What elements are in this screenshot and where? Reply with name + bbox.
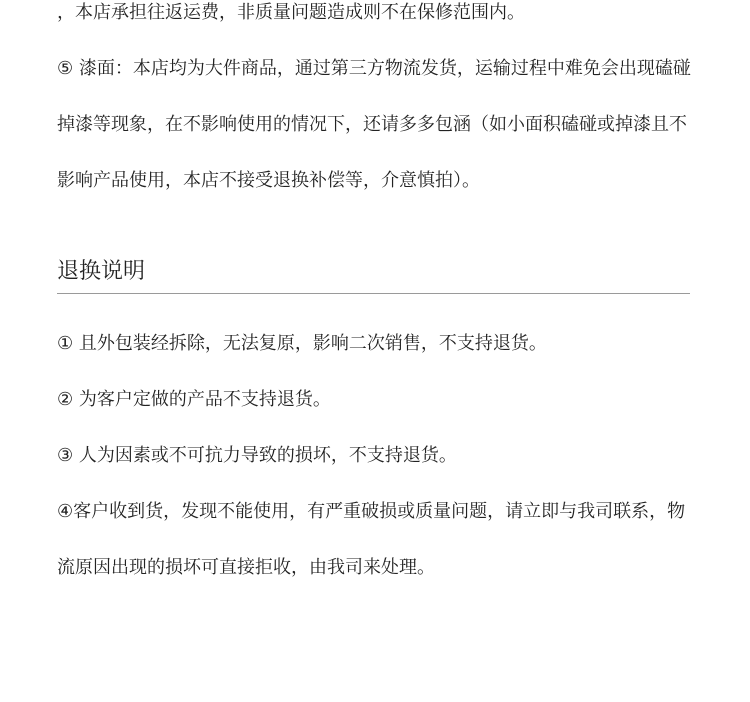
section-title: 退换说明 bbox=[57, 259, 146, 284]
list-item: ④客户收到货，发现不能使用，有严重破损或质量问题，请立即与我司联系，物 bbox=[57, 501, 686, 522]
list-item: ③ 人为因素或不可抗力导致的损坏，不支持退货。 bbox=[57, 445, 457, 466]
paragraph-line: 掉漆等现象，在不影响使用的情况下，还请多多包涵（如小面积磕碰或掉漆且不 bbox=[57, 114, 687, 135]
paragraph-line: 影响产品使用，本店不接受退换补偿等，介意慎拍）。 bbox=[57, 170, 480, 191]
paragraph-line: ⑤ 漆面：本店均为大件商品，通过第三方物流发货，运输过程中难免会出现磕碰 bbox=[57, 58, 691, 79]
list-item: ① 且外包装经拆除，无法复原，影响二次销售，不支持退货。 bbox=[57, 333, 547, 354]
section-divider bbox=[57, 293, 690, 294]
list-item: ② 为客户定做的产品不支持退货。 bbox=[57, 389, 331, 410]
list-item-continuation: 流原因出现的损坏可直接拒收，由我司来处理。 bbox=[57, 557, 435, 578]
paragraph-line: ，本店承担往返运费，非质量问题造成则不在保修范围内。 bbox=[57, 2, 525, 23]
